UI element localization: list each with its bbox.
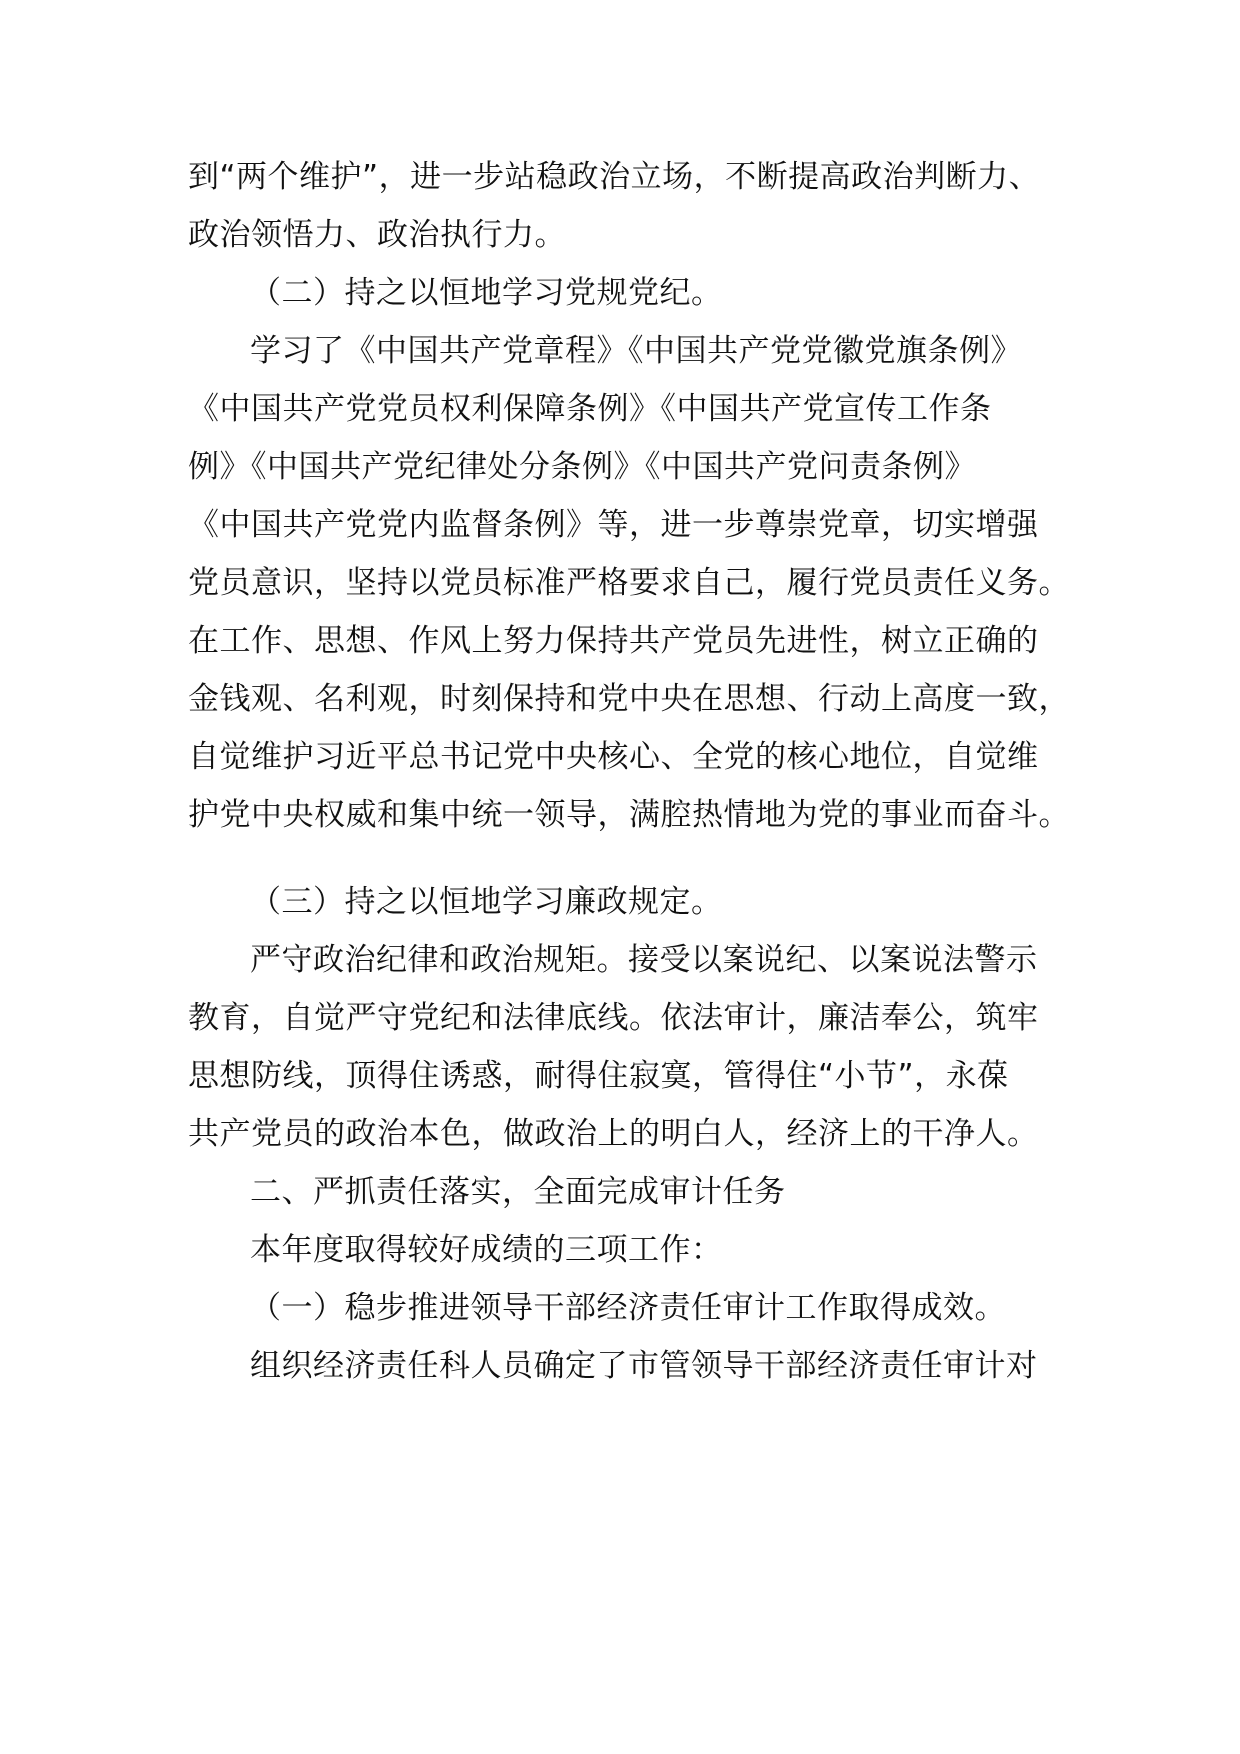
body-text-line: 组织经济责任科人员确定了市管领导干部经济责任审计对 [250,1348,1038,1384]
body-text-line: 政治领悟力、政治执行力。 [188,217,566,253]
section-heading: （三）持之以恒地学习廉政规定。 [250,884,723,920]
body-text-line: 护党中央权威和集中统一领导，满腔热情地为党的事业而奋斗。 [188,797,1070,833]
body-text-line: 例》《中国共产党纪律处分条例》《中国共产党问责条例》 [188,449,976,485]
body-text-line: 自觉维护习近平总书记党中央核心、全党的核心地位，自觉维 [188,739,1039,775]
body-text-line: 党员意识，坚持以党员标准严格要求自己，履行党员责任义务。 [188,565,1070,601]
body-text-line: 本年度取得较好成绩的三项工作： [250,1232,723,1268]
body-text-line: 思想防线，顶得住诱惑，耐得住寂寞，管得住“小节”，永葆 [188,1058,1009,1094]
body-text-line: 到“两个维护”，进一步站稳政治立场，不断提高政治判断力、 [188,159,1041,195]
body-text-line: 教育，自觉严守党纪和法律底线。依法审计，廉洁奉公，筑牢 [188,1000,1039,1036]
body-text-line: 严守政治纪律和政治规矩。接受以案说纪、以案说法警示 [250,942,1038,978]
body-text-line: 《中国共产党党员权利保障条例》《中国共产党宣传工作条 [188,391,992,427]
body-text-line: 在工作、思想、作风上努力保持共产党员先进性，树立正确的 [188,623,1039,659]
section-heading: （一）稳步推进领导干部经济责任审计工作取得成效。 [250,1290,1006,1326]
body-text-line: 学习了《中国共产党章程》《中国共产党党徽党旗条例》 [250,333,1022,369]
section-heading: 二、严抓责任落实，全面完成审计任务 [250,1174,786,1210]
body-text-line: 共产党员的政治本色，做政治上的明白人，经济上的干净人。 [188,1116,1039,1152]
body-text-line: 金钱观、名利观，时刻保持和党中央在思想、行动上高度一致， [188,681,1070,717]
body-text-line: 《中国共产党党内监督条例》等，进一步尊崇党章，切实增强 [188,507,1039,543]
section-heading: （二）持之以恒地学习党规党纪。 [250,275,723,311]
